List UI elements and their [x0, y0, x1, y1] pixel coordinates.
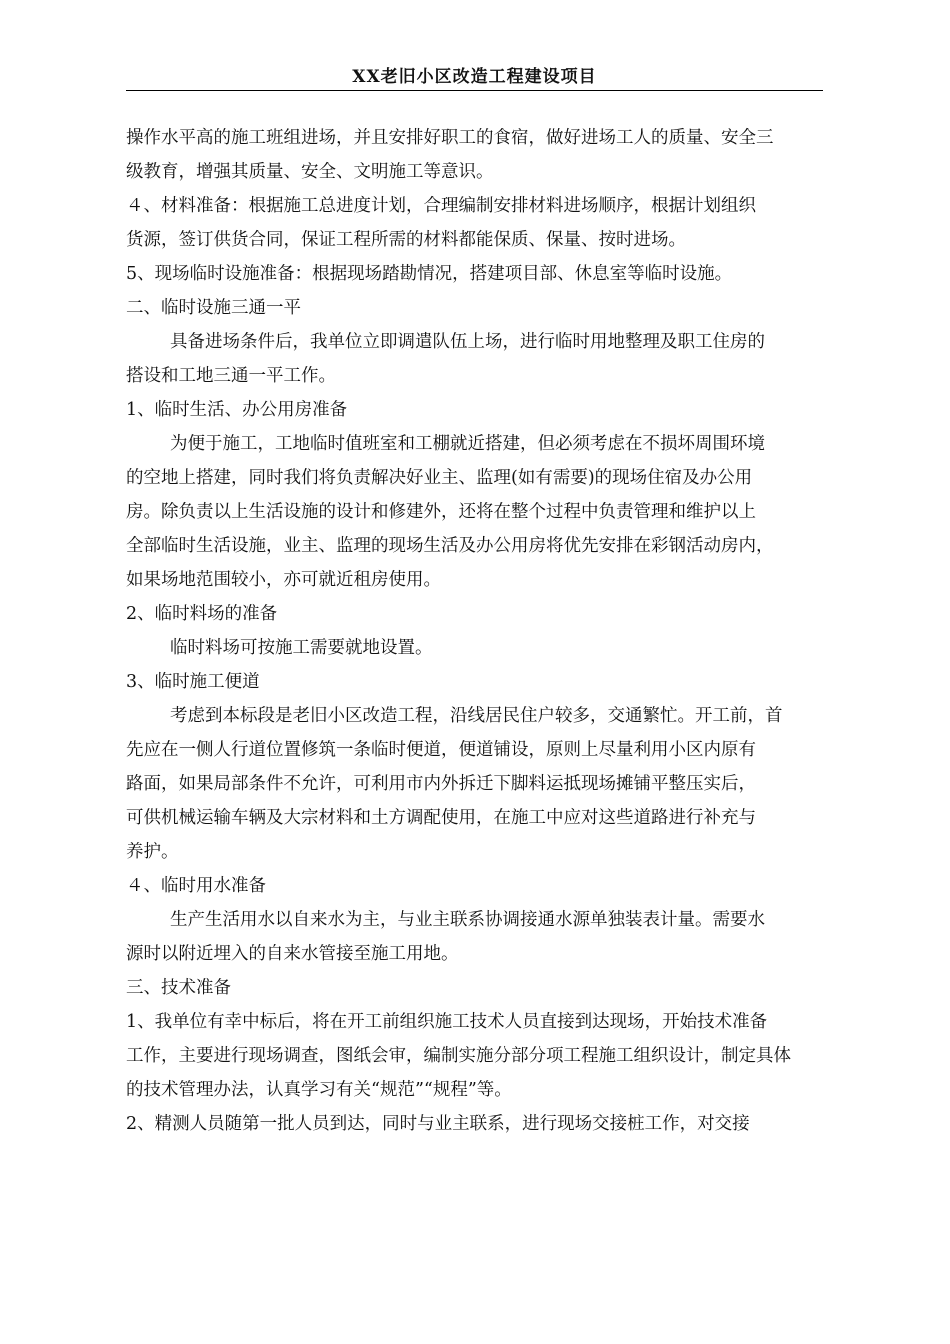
text-line: 工作，主要进行现场调查，图纸会审，编制实施分部分项工程施工组织设计，制定具体 [126, 1046, 791, 1066]
section-heading: 二、临时设施三通一平 [126, 298, 301, 318]
text-line: 为便于施工，工地临时值班室和工棚就近搭建，但必须考虑在不损坏周围环境 [170, 434, 765, 454]
text-line: 2、精测人员随第一批人员到达，同时与业主联系，进行现场交接桩工作，对交接 [126, 1114, 750, 1134]
text-line: 1、我单位有幸中标后，将在开工前组织施工技术人员直接到达现场，开始技术准备 [126, 1012, 768, 1032]
text-line: 全部临时生活设施，业主、监理的现场生活及办公用房将优先安排在彩钢活动房内， [126, 536, 774, 556]
text-line: 具备进场条件后，我单位立即调遣队伍上场，进行临时用地整理及职工住房的 [170, 332, 765, 352]
page-header-title: XX老旧小区改造工程建设项目 [352, 67, 597, 87]
text-line: 考虑到本标段是老旧小区改造工程，沿线居民住户较多，交通繁忙。开工前，首 [170, 706, 783, 726]
text-line: 级教育，增强其质量、安全、文明施工等意识。 [126, 162, 494, 182]
text-line: ４、材料准备：根据施工总进度计划，合理编制安排材料进场顺序，根据计划组织 [126, 196, 756, 216]
text-line: 如果场地范围较小，亦可就近租房使用。 [126, 570, 441, 590]
text-line: 5、现场临时设施准备：根据现场踏勘情况，搭建项目部、休息室等临时设施。 [126, 264, 733, 284]
text-line: 的空地上搭建，同时我们将负责解决好业主、监理(如有需要)的现场住宿及办公用 [126, 468, 753, 488]
text-line: 先应在一侧人行道位置修筑一条临时便道，便道铺设，原则上尽量利用小区内原有 [126, 740, 756, 760]
text-line: 操作水平高的施工班组进场，并且安排好职工的食宿，做好进场工人的质量、安全三 [126, 128, 774, 148]
document-body [126, 121, 823, 1141]
text-line: 临时料场可按施工需要就地设置。 [170, 638, 433, 658]
section-heading: 三、技术准备 [126, 978, 231, 998]
subsection-heading: 1、临时生活、办公用房准备 [126, 400, 348, 420]
header-divider [126, 90, 823, 91]
subsection-heading: 3、临时施工便道 [126, 672, 260, 692]
text-line: 生产生活用水以自来水为主，与业主联系协调接通水源单独装表计量。需要水 [170, 910, 765, 930]
text-line: 房。除负责以上生活设施的设计和修建外，还将在整个过程中负责管理和维护以上 [126, 502, 756, 522]
text-line: 可供机械运输车辆及大宗材料和土方调配使用，在施工中应对这些道路进行补充与 [126, 808, 756, 828]
subsection-heading: 2、临时料场的准备 [126, 604, 278, 624]
text-line: 货源，签订供货合同，保证工程所需的材料都能保质、保量、按时进场。 [126, 230, 686, 250]
text-line: 的技术管理办法，认真学习有关“规范”“规程”等。 [126, 1080, 512, 1100]
text-line: 源时以附近埋入的自来水管接至施工用地。 [126, 944, 459, 964]
text-line: 路面，如果局部条件不允许，可利用市内外拆迁下脚料运抵现场摊铺平整压实后， [126, 774, 756, 794]
text-line: 搭设和工地三通一平工作。 [126, 366, 336, 386]
subsection-heading: ４、临时用水准备 [126, 876, 266, 896]
text-line: 养护。 [126, 842, 179, 862]
